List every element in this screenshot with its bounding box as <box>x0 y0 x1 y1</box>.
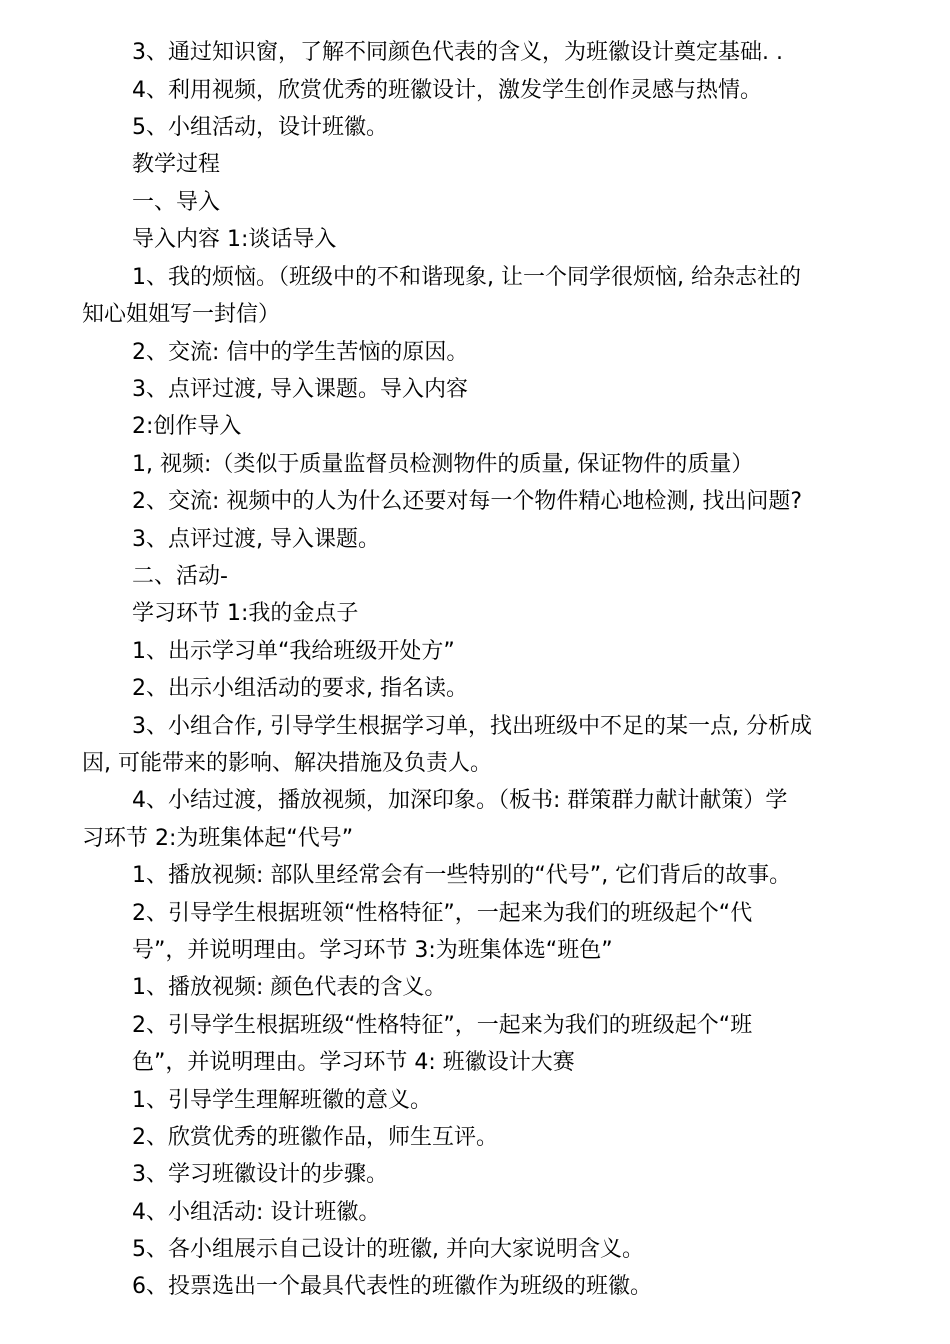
text-line: 1、播放视频: 颜色代表的含义。 <box>132 975 447 1000</box>
text-line: 5、小组活动，设计班徽。 <box>132 115 388 140</box>
text-line: 3、通过知识窗，了解不同颜色代表的含义，为班徽设计奠定基础. . <box>132 40 783 65</box>
text-line: 因, 可能带来的影响、解决措施及负责人。 <box>82 751 492 776</box>
text-line: 1、播放视频: 部队里经常会有一些特别的“代号”, 它们背后的故事。 <box>132 863 792 888</box>
text-line: 2、引导学生根据班级“性格特征”，一起来为我们的班级起个“班 <box>132 1013 753 1038</box>
text-line: 4、小组活动: 设计班徽。 <box>132 1200 381 1225</box>
text-line: 知心姐姐写一封信） <box>82 302 281 327</box>
text-line: 1、引导学生理解班徽的意义。 <box>132 1088 432 1113</box>
text-line: 习环节 2:为班集体起“代号” <box>82 826 354 851</box>
text-line: 5、各小组展示自己设计的班徽, 并向大家说明含义。 <box>132 1237 644 1262</box>
text-line: 2:创作导入 <box>132 414 242 439</box>
section-heading: 一、导入 <box>132 190 221 215</box>
text-line: 号”，并说明理由。学习环节 3:为班集体选“班色” <box>132 938 613 963</box>
text-line: 色”，并说明理由。学习环节 4: 班徽设计大赛 <box>132 1050 575 1075</box>
text-line: 导入内容 1:谈话导入 <box>132 227 337 252</box>
text-line: 2、出示小组活动的要求, 指名读。 <box>132 676 468 701</box>
text-line: 1、我的烦恼。（班级中的不和谐现象, 让一个同学很烦恼, 给杂志社的 <box>132 265 801 290</box>
section-heading: 二、活动- <box>132 564 228 589</box>
text-line: 2、交流: 视频中的人为什么还要对每一个物件精心地检测, 找出问题? <box>132 489 803 514</box>
text-line: 1, 视频:（类似于质量监督员检测物件的质量, 保证物件的质量） <box>132 452 754 477</box>
text-line: 2、引导学生根据班领“性格特征”，一起来为我们的班级起个“代 <box>132 901 753 926</box>
section-heading: 教学过程 <box>132 152 221 177</box>
text-line: 6、投票选出一个最具代表性的班徽作为班级的班徽。 <box>132 1274 652 1299</box>
text-line: 3、点评过渡, 导入课题。 <box>132 527 380 552</box>
text-line: 3、小组合作, 引导学生根据学习单，找出班级中不足的某一点, 分析成 <box>132 714 812 739</box>
text-line: 3、学习班徽设计的步骤。 <box>132 1162 388 1187</box>
text-line: 4、利用视频，欣赏优秀的班徽设计，激发学生创作灵感与热情。 <box>132 78 762 103</box>
text-line: 2、欣赏优秀的班徽作品，师生互评。 <box>132 1125 498 1150</box>
text-line: 4、小结过渡，播放视频，加深印象。（板书: 群策群力献计献策）学 <box>132 788 788 813</box>
text-line: 3、点评过渡, 导入课题。导入内容 <box>132 377 468 402</box>
text-line: 1、出示学习单“我给班级开处方” <box>132 639 455 664</box>
text-line: 学习环节 1:我的金点子 <box>132 601 359 626</box>
text-line: 2、交流: 信中的学生苦恼的原因。 <box>132 340 469 365</box>
